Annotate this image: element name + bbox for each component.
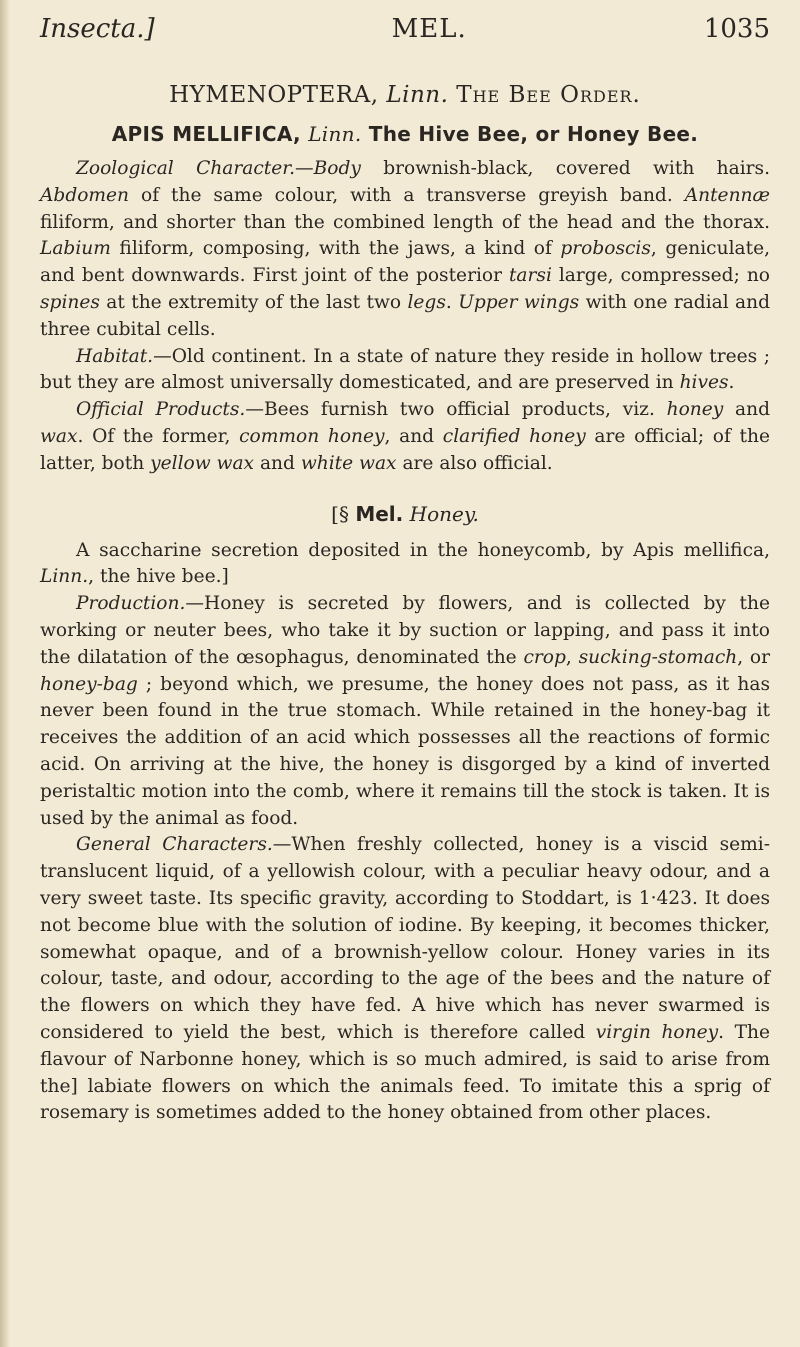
species-author: Linn.: [308, 122, 362, 146]
general-characters-label: General Characters.: [76, 834, 273, 856]
official-products-label: Official Products.: [76, 399, 246, 421]
article-keyword: Mel.: [355, 501, 404, 526]
official-products-paragraph: Official Products.—Bees furnish two official products, viz. honey and wax. Of the former, common honey, and clarified honey are official; of the latter, both yellow wax and white wax are also official.: [40, 399, 771, 474]
habitat-paragraph: Habitat.—Old continent. In a state of nature they reside in hollow trees ; but they are almost universally domesticated, and are preserved in hives.: [40, 345, 770, 394]
order-heading: [40, 82, 770, 108]
species-heading: [40, 122, 770, 146]
definition-paragraph: A saccharine secretion deposited in the honeycomb, by Apis mellifica, Linn., the hive bee.]: [40, 539, 770, 588]
zoological-label: Zoological Character.: [76, 158, 296, 179]
article-english-name: Honey.: [409, 501, 479, 526]
article-heading: [§ Mel. Honey.: [331, 501, 479, 526]
production-paragraph: Production.—Honey is secreted by flowers, and is collected by the working or neuter bees, who take it by suction or lapping, and pass it into the dilatation of the œsophagus, denominated the crop, sucking-stomach, or honey-bag ; beyond which, we presume, the honey does not pass, as it has never been found in the true stomach. While retained in the honey-bag it receives the addition of an acid which possesses all the reactions of formic acid. On arriving at the hive, the honey is disgorged by a kind of inverted peristaltic motion into the comb, where it remains till the stock is taken. It is used by the animal as food.: [40, 593, 770, 829]
general-characters-paragraph: General Characters.—When freshly collected, honey is a viscid semi-translucent liquid, of a yellowish colour, with a peculiar heavy odour, and a very sweet taste. Its specific gravity, according to Stoddart, is 1·423. It does not become blue with the solution of iodine. By keeping, it becomes thicker, somewhat opaque, and of a brownish-yellow colour. Honey varies in its colour, taste, and odour, according to the age of the bees and the nature of the flowers on which they have fed. A hive which has never swarmed is considered to yield the best, which is therefore called virgin honey. The flavour of Narbonne honey, which is so much admired, is said to arise from the] labiate flowers on which the animals feed. To imitate this a sprig of rosemary is sometimes added to the honey obtained from other places.: [40, 834, 771, 1124]
order-name: HYMENOPTERA,: [169, 82, 379, 108]
habitat-label: Habitat.: [76, 345, 154, 367]
zoological-character-paragraph: Zoological Character.—Body brownish-black, covered with hairs. Abdomen of the same colour, with a transverse greyish band. Antennæ filiform, and shorter than the combined length of the head and the thorax. Labium filiform, composing, with the jaws, a kind of proboscis, geniculate, and bent downwards. First joint of the posterior tarsi large, compressed; no spines at the extremity of the last two legs. Upper wings with one radial and three cubital cells.: [40, 158, 771, 340]
running-head: [40, 14, 770, 50]
running-head-section: Insecta.]: [40, 14, 155, 44]
production-label: Production.: [76, 593, 186, 615]
book-spine-shadow: [0, 0, 10, 1347]
page: [40, 14, 770, 1127]
species-common-name: The Hive Bee, or Honey Bee.: [368, 122, 699, 146]
page-number: 1035: [703, 14, 770, 44]
running-head-title: MEL.: [391, 14, 467, 44]
order-author: Linn.: [386, 82, 449, 108]
species-name: APIS MELLIFICA,: [111, 122, 301, 146]
order-common-name: The Bee Order.: [456, 82, 641, 108]
